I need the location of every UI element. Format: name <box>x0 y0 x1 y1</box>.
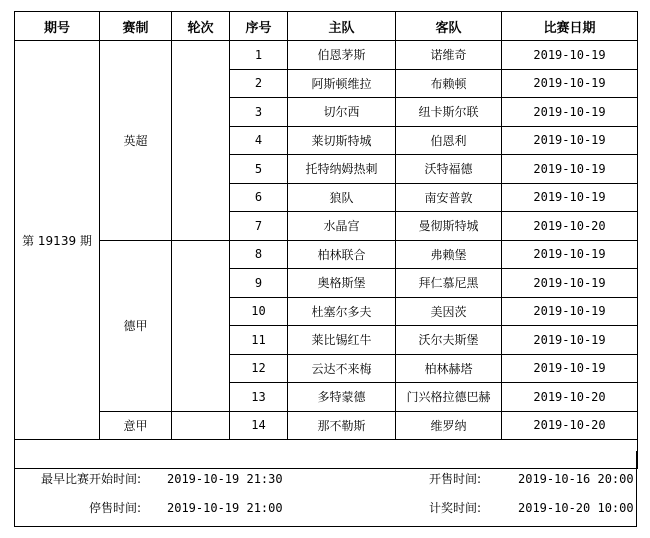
seq-cell: 4 <box>230 126 288 155</box>
seq-cell: 5 <box>230 155 288 184</box>
seq-cell: 3 <box>230 98 288 127</box>
home-team-cell: 伯恩茅斯 <box>288 41 396 70</box>
round-cell <box>172 411 230 440</box>
away-team-cell: 伯恩利 <box>396 126 502 155</box>
seq-cell: 10 <box>230 297 288 326</box>
prize-time-label: 计奖时间: <box>429 501 482 515</box>
seq-cell: 2 <box>230 69 288 98</box>
home-team-cell: 托特纳姆热刺 <box>288 155 396 184</box>
round-cell <box>172 240 230 411</box>
date-cell: 2019-10-20 <box>502 383 638 412</box>
home-team-cell: 狼队 <box>288 183 396 212</box>
earliest-start-label: 最早比赛开始时间: <box>41 472 142 486</box>
match-table <box>14 11 638 469</box>
away-team-cell: 沃特福德 <box>396 155 502 184</box>
header-round: 轮次 <box>172 12 230 41</box>
home-team-cell: 奥格斯堡 <box>288 269 396 298</box>
home-team-cell: 杜塞尔多夫 <box>288 297 396 326</box>
prize-time-value: 2019-10-20 10:00 <box>518 501 634 515</box>
round-cell <box>172 41 230 241</box>
match-body <box>15 41 638 469</box>
home-team-cell: 云达不来梅 <box>288 354 396 383</box>
date-cell: 2019-10-19 <box>502 41 638 70</box>
away-team-cell: 南安普敦 <box>396 183 502 212</box>
header-league: 赛制 <box>100 12 172 41</box>
date-cell: 2019-10-19 <box>502 69 638 98</box>
footer-row-1 <box>15 466 636 492</box>
sale-start-label: 开售时间: <box>429 472 482 486</box>
footer-row-2 <box>15 495 636 521</box>
header-seq: 序号 <box>230 12 288 41</box>
sale-stop-value: 2019-10-19 21:00 <box>167 501 283 515</box>
away-team-cell: 布赖顿 <box>396 69 502 98</box>
seq-cell: 6 <box>230 183 288 212</box>
seq-cell: 8 <box>230 240 288 269</box>
league-cell: 英超 <box>100 41 172 241</box>
away-team-cell: 弗赖堡 <box>396 240 502 269</box>
seq-cell: 11 <box>230 326 288 355</box>
earliest-start-value: 2019-10-19 21:30 <box>167 472 283 486</box>
date-cell: 2019-10-19 <box>502 240 638 269</box>
seq-cell: 14 <box>230 411 288 440</box>
seq-cell: 7 <box>230 212 288 241</box>
table-row <box>15 240 638 269</box>
sale-start-value: 2019-10-16 20:00 <box>518 472 634 486</box>
date-cell: 2019-10-19 <box>502 126 638 155</box>
date-cell: 2019-10-19 <box>502 326 638 355</box>
away-team-cell: 维罗纳 <box>396 411 502 440</box>
date-cell: 2019-10-19 <box>502 183 638 212</box>
table-row <box>15 411 638 440</box>
away-team-cell: 美因茨 <box>396 297 502 326</box>
home-team-cell: 切尔西 <box>288 98 396 127</box>
header-home: 主队 <box>288 12 396 41</box>
header-row <box>15 12 638 41</box>
header-away: 客队 <box>396 12 502 41</box>
header-issue: 期号 <box>15 12 100 41</box>
issue-cell: 第 19139 期 <box>15 41 100 440</box>
league-cell: 意甲 <box>100 411 172 440</box>
sale-stop-label: 停售时间: <box>89 501 142 515</box>
date-cell: 2019-10-20 <box>502 212 638 241</box>
seq-cell: 13 <box>230 383 288 412</box>
away-team-cell: 拜仁慕尼黑 <box>396 269 502 298</box>
seq-cell: 1 <box>230 41 288 70</box>
away-team-cell: 柏林赫塔 <box>396 354 502 383</box>
home-team-cell: 阿斯顿维拉 <box>288 69 396 98</box>
date-cell: 2019-10-20 <box>502 411 638 440</box>
home-team-cell: 莱切斯特城 <box>288 126 396 155</box>
header-date: 比赛日期 <box>502 12 638 41</box>
date-cell: 2019-10-19 <box>502 155 638 184</box>
seq-cell: 12 <box>230 354 288 383</box>
home-team-cell: 莱比锡红牛 <box>288 326 396 355</box>
away-team-cell: 诺维奇 <box>396 41 502 70</box>
away-team-cell: 曼彻斯特城 <box>396 212 502 241</box>
away-team-cell: 纽卡斯尔联 <box>396 98 502 127</box>
seq-cell: 9 <box>230 269 288 298</box>
footer-info <box>14 451 637 527</box>
league-cell: 德甲 <box>100 240 172 411</box>
away-team-cell: 门兴格拉德巴赫 <box>396 383 502 412</box>
date-cell: 2019-10-19 <box>502 297 638 326</box>
home-team-cell: 水晶宫 <box>288 212 396 241</box>
table-row <box>15 41 638 70</box>
home-team-cell: 多特蒙德 <box>288 383 396 412</box>
date-cell: 2019-10-19 <box>502 98 638 127</box>
home-team-cell: 那不勒斯 <box>288 411 396 440</box>
home-team-cell: 柏林联合 <box>288 240 396 269</box>
date-cell: 2019-10-19 <box>502 269 638 298</box>
date-cell: 2019-10-19 <box>502 354 638 383</box>
away-team-cell: 沃尔夫斯堡 <box>396 326 502 355</box>
